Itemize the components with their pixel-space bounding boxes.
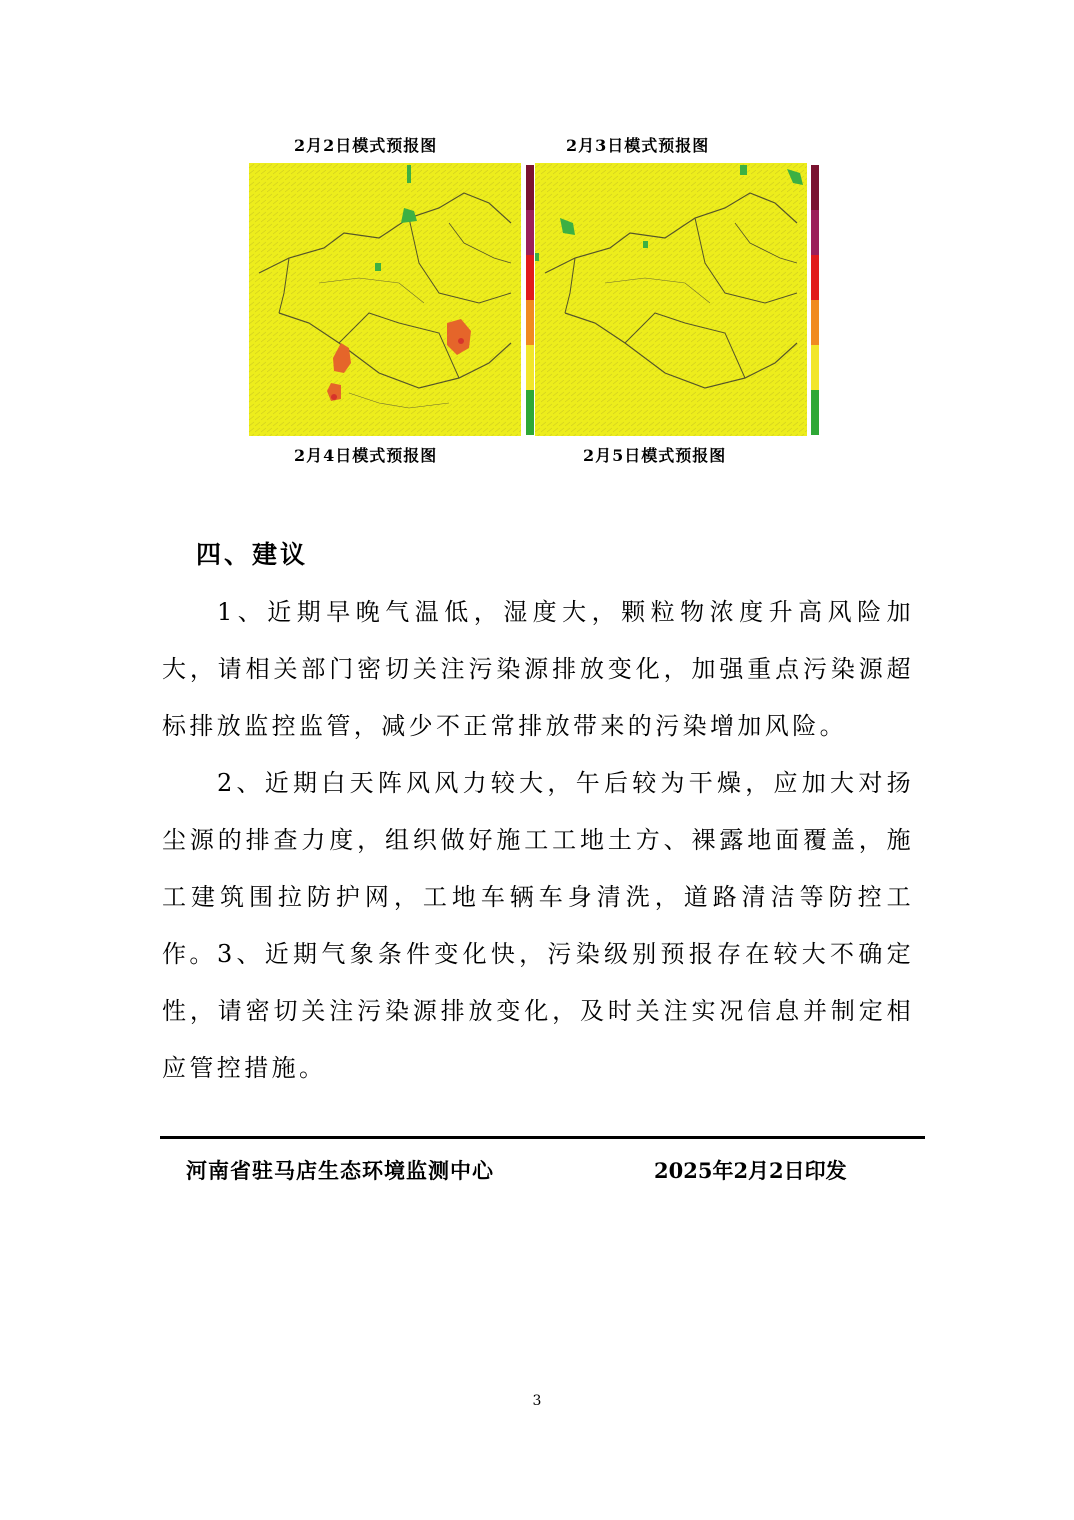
forecast-map-left (249, 163, 521, 436)
page-number: 3 (532, 1393, 542, 1409)
figure-caption-feb2: 2月2日模式预报图 (294, 136, 438, 155)
colorbar-right (811, 165, 819, 435)
figure-caption-feb5: 2月5日模式预报图 (583, 446, 727, 465)
figure-caption-feb3: 2月3日模式预报图 (566, 136, 710, 155)
forecast-map-right (535, 163, 807, 436)
paragraph-2: 2、近期白天阵风风力较大，午后较为干燥，应加大对扬尘源的排查力度，组织做好施工工地土方、裸露地面覆盖，施工建筑围拉防护网，工地车辆车身清洗，道路清洁等防控工作。 (162, 769, 914, 968)
figure-caption-feb4: 2月4日模式预报图 (294, 446, 438, 465)
forecast-map-right-graphic (535, 163, 807, 436)
footer-divider (160, 1136, 925, 1139)
forecast-map-left-graphic (249, 163, 521, 436)
colorbar-left (526, 165, 534, 435)
section-heading: 四、建议 (196, 540, 309, 569)
footer-date: 2025年2月2日印发 (654, 1158, 847, 1183)
paragraph-1: 1、近期早晚气温低，湿度大，颗粒物浓度升高风险加大，请相关部门密切关注污染源排放变化，加强重点污染源超标排放监控监管，减少不正常排放带来的污染增加风险。 (162, 598, 914, 740)
paragraph-3: 3、近期气象条件变化快，污染级别预报存在较大不确定性，请密切关注污染源排放变化，及时关注实况信息并制定相应管控措施。 (162, 940, 914, 1082)
footer-issuer: 河南省驻马店生态环境监测中心 (186, 1158, 494, 1183)
